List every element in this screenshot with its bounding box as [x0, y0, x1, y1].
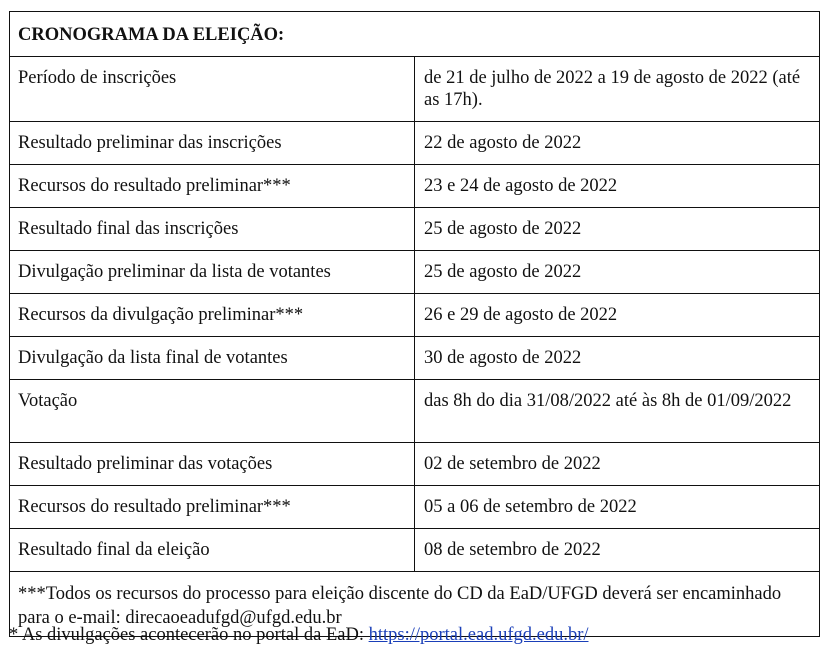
table-title: CRONOGRAMA DA ELEIÇÃO:: [10, 12, 820, 57]
table-row: [10, 380, 820, 443]
table-row: [10, 529, 820, 572]
date-cell: 08 de setembro de 2022: [415, 529, 820, 572]
date-cell: 26 e 29 de agosto de 2022: [415, 294, 820, 337]
table-row: [10, 337, 820, 380]
date-cell: 30 de agosto de 2022: [415, 337, 820, 380]
event-cell: Recursos do resultado preliminar***: [10, 486, 415, 529]
table-row: [10, 251, 820, 294]
event-cell: Votação: [10, 380, 415, 443]
portal-link[interactable]: https://portal.ead.ufgd.edu.br/: [368, 625, 589, 645]
date-cell: 22 de agosto de 2022: [415, 122, 820, 165]
event-cell: Resultado preliminar das votações: [10, 443, 415, 486]
event-cell: Resultado preliminar das inscrições: [10, 122, 415, 165]
table-row: [10, 294, 820, 337]
appeals-note: ***Todos os recursos do processo para eleição discente do CD da EaD/UFGD deverá ser encaminhado para o e-mail: direcaoeadufgd@ufgd.edu.br: [10, 572, 820, 637]
date-cell: de 21 de julho de 2022 a 19 de agosto de 2022 (até as 17h).: [415, 57, 820, 122]
table-row: [10, 165, 820, 208]
date-cell: 05 a 06 de setembro de 2022: [415, 486, 820, 529]
date-cell: 02 de setembro de 2022: [415, 443, 820, 486]
table-row: [10, 208, 820, 251]
date-cell: 25 de agosto de 2022: [415, 208, 820, 251]
footnote-text: * As divulgações acontecerão no portal da EaD:: [9, 625, 369, 645]
election-schedule-table: [9, 11, 820, 637]
event-cell: Recursos do resultado preliminar***: [10, 165, 415, 208]
table-header-row: [10, 12, 820, 57]
table-row: [10, 443, 820, 486]
date-cell: 25 de agosto de 2022: [415, 251, 820, 294]
table-row: [10, 57, 820, 122]
event-cell: Divulgação preliminar da lista de votantes: [10, 251, 415, 294]
event-cell: Resultado final da eleição: [10, 529, 415, 572]
table-row: [10, 486, 820, 529]
table-row: [10, 122, 820, 165]
date-cell: 23 e 24 de agosto de 2022: [415, 165, 820, 208]
footnote: [9, 624, 589, 646]
event-cell: Divulgação da lista final de votantes: [10, 337, 415, 380]
event-cell: Recursos da divulgação preliminar***: [10, 294, 415, 337]
date-cell: das 8h do dia 31/08/2022 até às 8h de 01/09/2022: [415, 380, 820, 443]
event-cell: Resultado final das inscrições: [10, 208, 415, 251]
schedule-container: [9, 11, 820, 637]
event-cell: Período de inscrições: [10, 57, 415, 122]
